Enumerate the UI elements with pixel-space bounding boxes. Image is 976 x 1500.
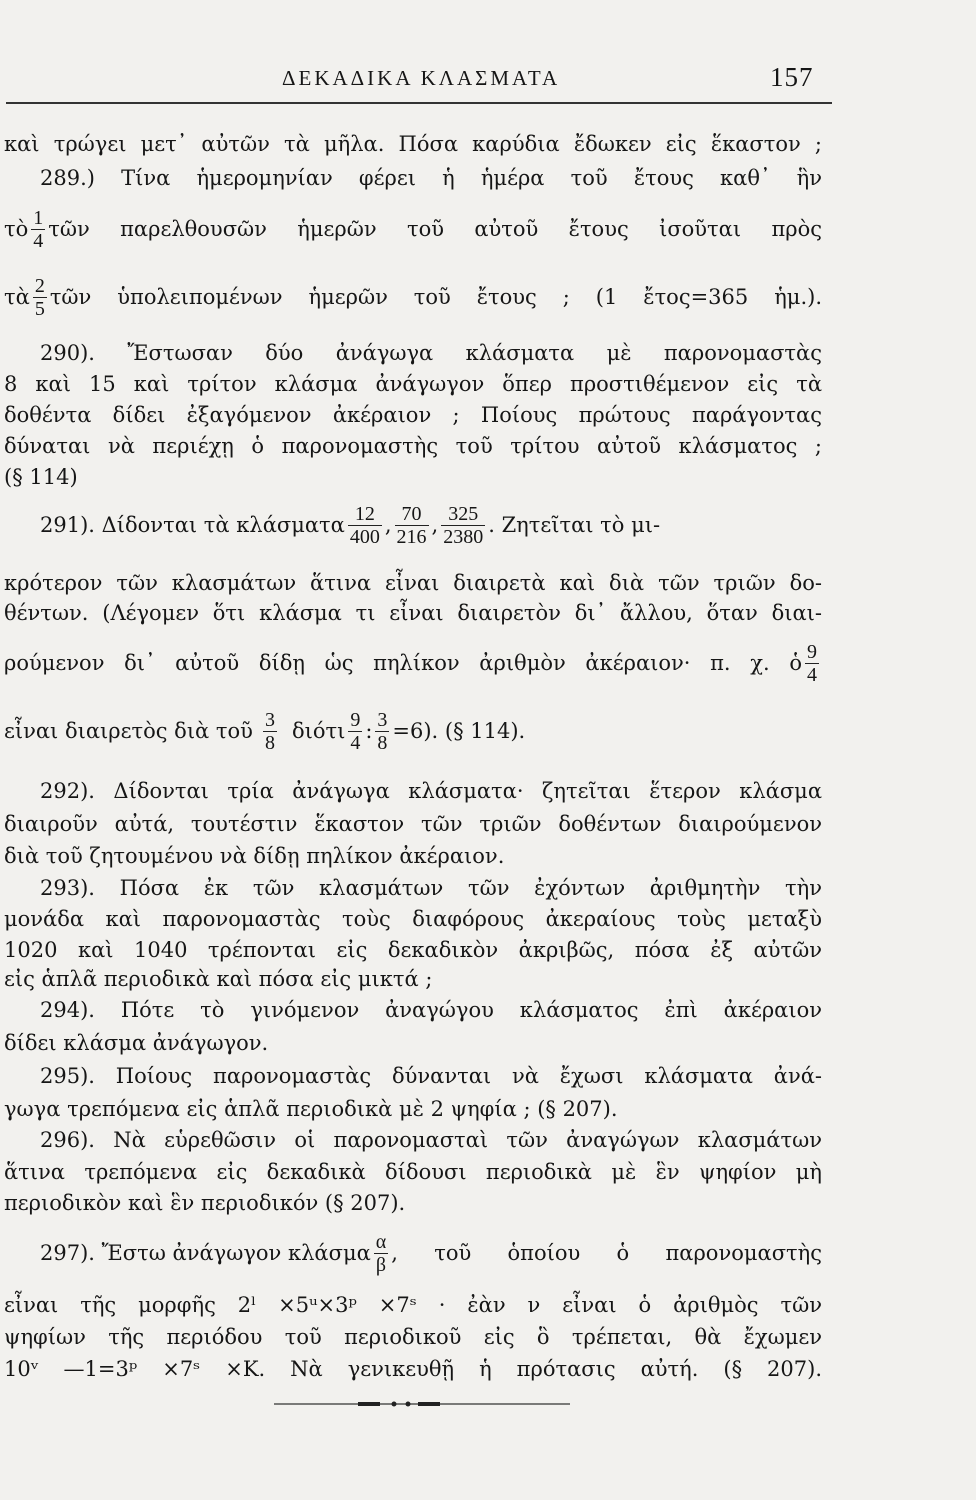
- header-title: ΔΕΚΑΔΙΚΑ ΚΛΑΣΜΑΤΑ: [282, 66, 561, 90]
- text-span: 291). Δίδονται τὰ κλάσματα: [40, 513, 345, 537]
- fraction: [348, 503, 382, 548]
- exercise-291: 291). Δίδονται τὰ κλάσματα $\frac{12}{400}$ , $\frac{70}{216}$ , $\frac{325}{2380}$ . Ζητεῖται τὸ μι-: [40, 502, 661, 548]
- text-line: 10ᵛ —1=3ᵖ ×7ˢ ×Κ. Νὰ γενικευθῇ ἡ πρότασις αὐτή. (§ 207).: [4, 1357, 822, 1381]
- exercise-290: 290). Ἔστωσαν δύο ἀνάγωγα κλάσματα μὲ παρονομαστὰς: [40, 341, 822, 365]
- fraction-denominator: β: [375, 1253, 387, 1276]
- text-line-with-fraction: [4, 272, 822, 322]
- exercise-296: 296). Νὰ εὑρεθῶσιν οἱ παρονομασταὶ τῶν ἀναγώγων κλασμάτων: [40, 1128, 822, 1152]
- fraction-numerator: 70: [395, 503, 429, 526]
- text-line-with-fraction: [4, 704, 822, 758]
- text-line: (§ 114): [4, 465, 78, 489]
- header-rule: [6, 102, 832, 104]
- fraction-denominator: 2380: [443, 525, 484, 548]
- text-span: , τοῦ ὁποίου ὁ παρονομαστὴς: [391, 1241, 822, 1265]
- text-line-with-fraction: [4, 636, 822, 690]
- section-end-ornament: [274, 1400, 570, 1408]
- text-line: ἅτινα τρεπόμενα εἰς δεκαδικὰ δίδουσι περιοδικὰ μὲ ἓν ψηφίον μὴ: [4, 1160, 822, 1184]
- text-line: καὶ τρώγει μετ᾽ αὐτῶν τὰ μῆλα. Πόσα καρύδια ἔδωκεν εἰς ἕκαστον ;: [4, 132, 822, 156]
- text-line: διὰ τοῦ ζητουμένου νὰ δίδῃ πηλίκον ἀκέραιον.: [4, 844, 505, 868]
- fraction-denominator: 4: [807, 663, 817, 686]
- text-span: 297). Ἔστω ἀνάγωγον κλάσμα: [40, 1241, 371, 1265]
- exercise-294: 294). Πότε τὸ γινόμενον ἀναγώγου κλάσματος ἐπὶ ἀκέραιον: [40, 998, 822, 1022]
- text-span: εἶναι διαιρετὸς διὰ τοῦ: [4, 719, 253, 743]
- fraction: [33, 275, 47, 320]
- fraction-denominator: 400: [349, 525, 380, 548]
- fraction-numerator: 3: [377, 708, 388, 731]
- text-line: γωγα τρεπόμενα εἰς ἁπλᾶ περιοδικὰ μὲ 2 ψηφία ; (§ 207).: [4, 1097, 618, 1121]
- fraction-denominator: 216: [396, 525, 427, 548]
- exercise-289: 289.) Τίνα ἡμερομηνίαν φέρει ἡ ἡμέρα τοῦ ἔτους καθ᾽ ἣν: [40, 166, 822, 190]
- fraction-numerator: α: [375, 1230, 387, 1253]
- fraction: [441, 503, 485, 548]
- running-header: [0, 62, 976, 102]
- text-line: διαιροῦν αὐτά, τουτέστιν ἕκαστον τῶν τριῶν δοθέντων διαιρούμενον: [4, 812, 822, 836]
- text-line-with-fraction: [4, 204, 822, 254]
- exercise-295: 295). Ποίους παρονομαστὰς δύνανται νὰ ἔχωσι κλάσματα ἀνά-: [40, 1064, 822, 1088]
- text-line: δίδει κλάσμα ἀνάγωγον.: [4, 1031, 269, 1055]
- page-number: 157: [770, 62, 814, 92]
- fraction-numerator: 9: [350, 708, 361, 731]
- fraction-numerator: 3: [264, 708, 275, 731]
- fraction-denominator: 8: [377, 731, 388, 754]
- fraction-numerator: 2: [34, 274, 45, 297]
- text-span: τῶν ὑπολειπομένων ἡμερῶν τοῦ ἔτους ; (1 ἔτος=365 ἡμ.).: [49, 285, 822, 309]
- text-line: 8 καὶ 15 καὶ τρίτον κλάσμα ἀνάγωγον ὅπερ προστιθέμενον εἰς τὰ: [4, 372, 822, 396]
- text-span: ρούμενον δι᾽ αὐτοῦ δίδῃ ὡς πηλίκον ἀριθμὸν ἀκέραιον· π. χ. ὁ: [4, 651, 802, 675]
- text-span: :: [365, 719, 373, 743]
- text-line: κρότερον τῶν κλασμάτων ἅτινα εἶναι διαιρετὰ καὶ διὰ τῶν τριῶν δο-: [4, 571, 822, 595]
- fraction-denominator: 5: [34, 297, 45, 320]
- fraction: [395, 503, 429, 548]
- fraction-numerator: 12: [348, 503, 382, 526]
- fraction-numerator: 1: [33, 206, 44, 229]
- text-line: εἰς ἁπλᾶ περιοδικὰ καὶ πόσα εἰς μικτά ;: [4, 967, 433, 991]
- exercise-292: 292). Δίδονται τρία ἀνάγωγα κλάσματα· ζητεῖται ἕτερον κλάσμα: [40, 779, 822, 803]
- exercise-297: [40, 1226, 822, 1280]
- fraction: [31, 207, 45, 252]
- text-line: δύναται νὰ περιέχῃ ὁ παρονομαστὴς τοῦ τρίτου αὐτοῦ κλάσματος ;: [4, 434, 822, 458]
- fraction-denominator: 4: [350, 731, 361, 754]
- fraction: [348, 709, 362, 754]
- text-line: ψηφίων τῆς περιόδου τοῦ περιοδικοῦ εἰς ὃ τρέπεται, θὰ ἔχωμεν: [4, 1325, 822, 1349]
- fraction: [263, 709, 277, 754]
- fraction-numerator: 325: [441, 503, 485, 526]
- text-span: τὰ: [4, 285, 30, 309]
- text-line: εἶναι τῆς μορφῆς 2ˡ ×5ᵘ×3ᵖ ×7ˢ · ἐὰν ν εἶναι ὁ ἀριθμὸς τῶν: [4, 1293, 822, 1317]
- fraction: [375, 709, 389, 754]
- text-span: τὸ: [4, 217, 29, 241]
- fraction-denominator: 4: [33, 229, 44, 252]
- text-span: . Ζητεῖται τὸ μι-: [488, 513, 661, 537]
- text-line: δοθέντα δίδει ἐξαγόμενον ἀκέραιον ; Ποίους πρώτους παράγοντας: [4, 403, 822, 427]
- text-span: τῶν παρελθουσῶν ἡμερῶν τοῦ αὐτοῦ ἔτους ἰσοῦται πρὸς: [48, 217, 822, 241]
- text-span: διότι: [291, 719, 346, 743]
- fraction-denominator: 8: [264, 731, 275, 754]
- text-line: 1020 καὶ 1040 τρέπονται εἰς δεκαδικὸν ἀκριβῶς, πόσα ἐξ αὐτῶν: [4, 938, 822, 962]
- fraction-numerator: 9: [807, 640, 817, 663]
- text-line: μονάδα καὶ παρονομαστὰς τοὺς διαφόρους ἀκεραίους τοὺς μεταξὺ: [4, 907, 822, 931]
- text-line: περιοδικὸν καὶ ἓν περιοδικόν (§ 207).: [4, 1191, 406, 1215]
- fraction: [805, 641, 819, 686]
- fraction: [374, 1231, 388, 1276]
- text-span: =6). (§ 114).: [392, 719, 526, 743]
- exercise-293: 293). Πόσα ἐκ τῶν κλασμάτων τῶν ἐχόντων ἀριθμητὴν τὴν: [40, 876, 822, 900]
- text-line: θέντων. (Λέγομεν ὅτι κλάσμα τι εἶναι διαιρετὸν δι᾽ ἄλλου, ὅταν διαι-: [4, 601, 822, 625]
